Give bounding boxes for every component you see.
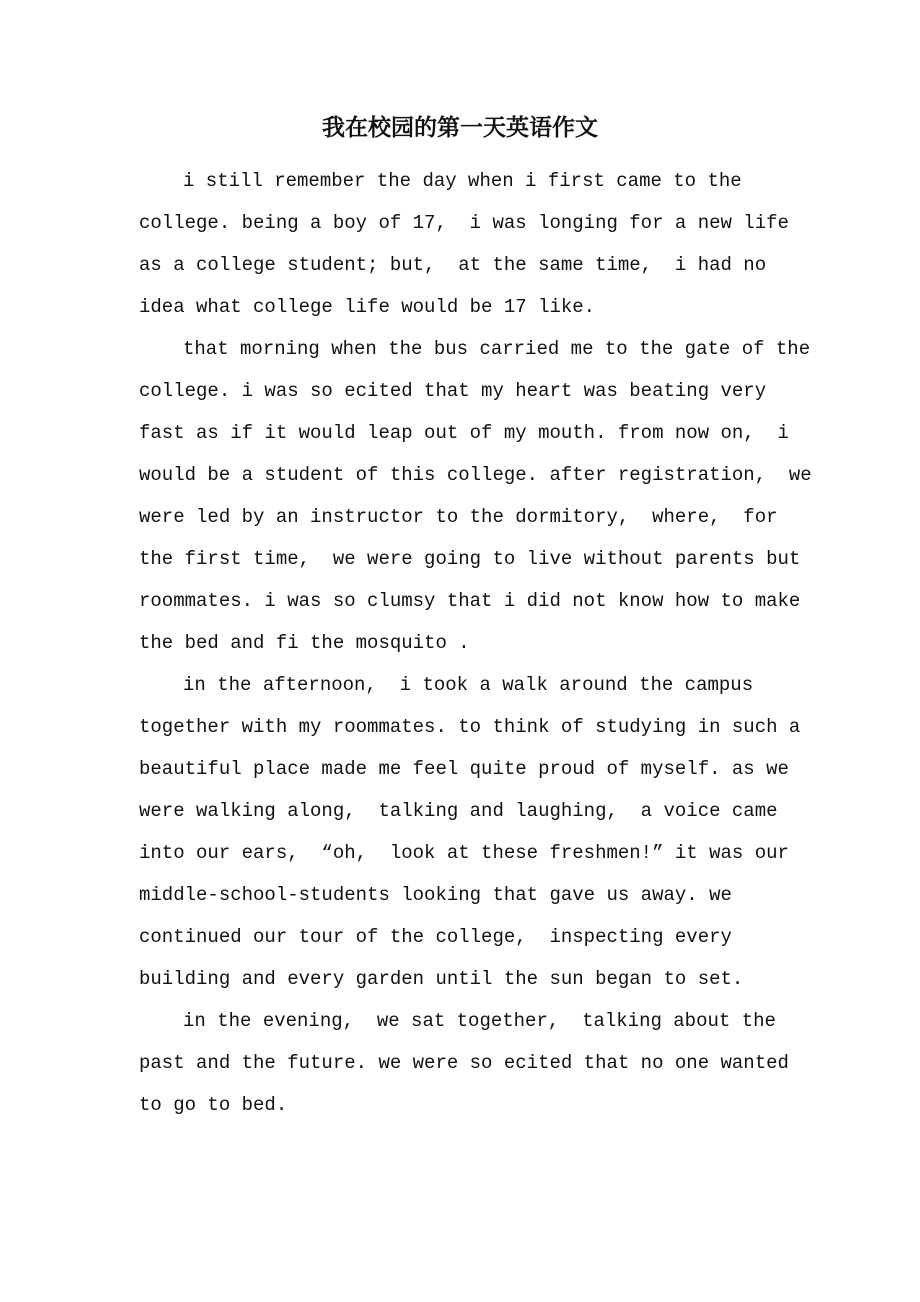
text-line: past and the future. we were so ecited that no one wanted [139,1052,789,1074]
text-line: were walking along, talking and laughing, a voice came [139,800,778,822]
text-line: the first time, we were going to live without parents but [139,548,801,570]
text-line: college. being a boy of 17, i was longing for a new life [139,212,789,234]
text-line: were led by an instructor to the dormitory, where, for [139,506,778,528]
text-line: college. i was so ecited that my heart was beating very [139,380,767,402]
document-body [139,160,812,1126]
text-line: as a college student; but, at the same time, i had no [139,254,767,276]
text-line: idea what college life would be 17 like. [139,296,596,318]
paragraph-1 [139,160,799,328]
text-line: fast as if it would leap out of my mouth. from now on, i [139,422,789,444]
text-line: in the evening, we sat together, talking about the [183,1010,776,1032]
text-line: beautiful place made me feel quite proud of myself. as we [139,758,789,780]
text-line: would be a student of this college. after registration, we [139,464,812,486]
text-line: the bed and fi the mosquito . [139,632,470,654]
text-line: middle-school-students looking that gave us away. we [139,884,732,906]
paragraph-2 [139,328,812,664]
text-line: together with my roommates. to think of studying in such a [139,716,801,738]
text-line: i still remember the day when i first came to the [183,170,742,192]
text-line: continued our tour of the college, inspecting every [139,926,732,948]
text-line: that morning when the bus carried me to the gate of the [183,338,811,360]
text-line: building and every garden until the sun began to set. [139,968,744,990]
paragraph-3 [139,664,799,1000]
text-line: into our ears, “oh, look at these freshmen!” it was our [139,842,789,864]
paragraph-4 [139,1000,799,1126]
text-line: roommates. i was so clumsy that i did not know how to make [139,590,801,612]
text-line: in the afternoon, i took a walk around the campus [183,674,754,696]
document-title: 我在校园的第一天英语作文 [322,114,598,141]
text-line: to go to bed. [139,1094,288,1116]
